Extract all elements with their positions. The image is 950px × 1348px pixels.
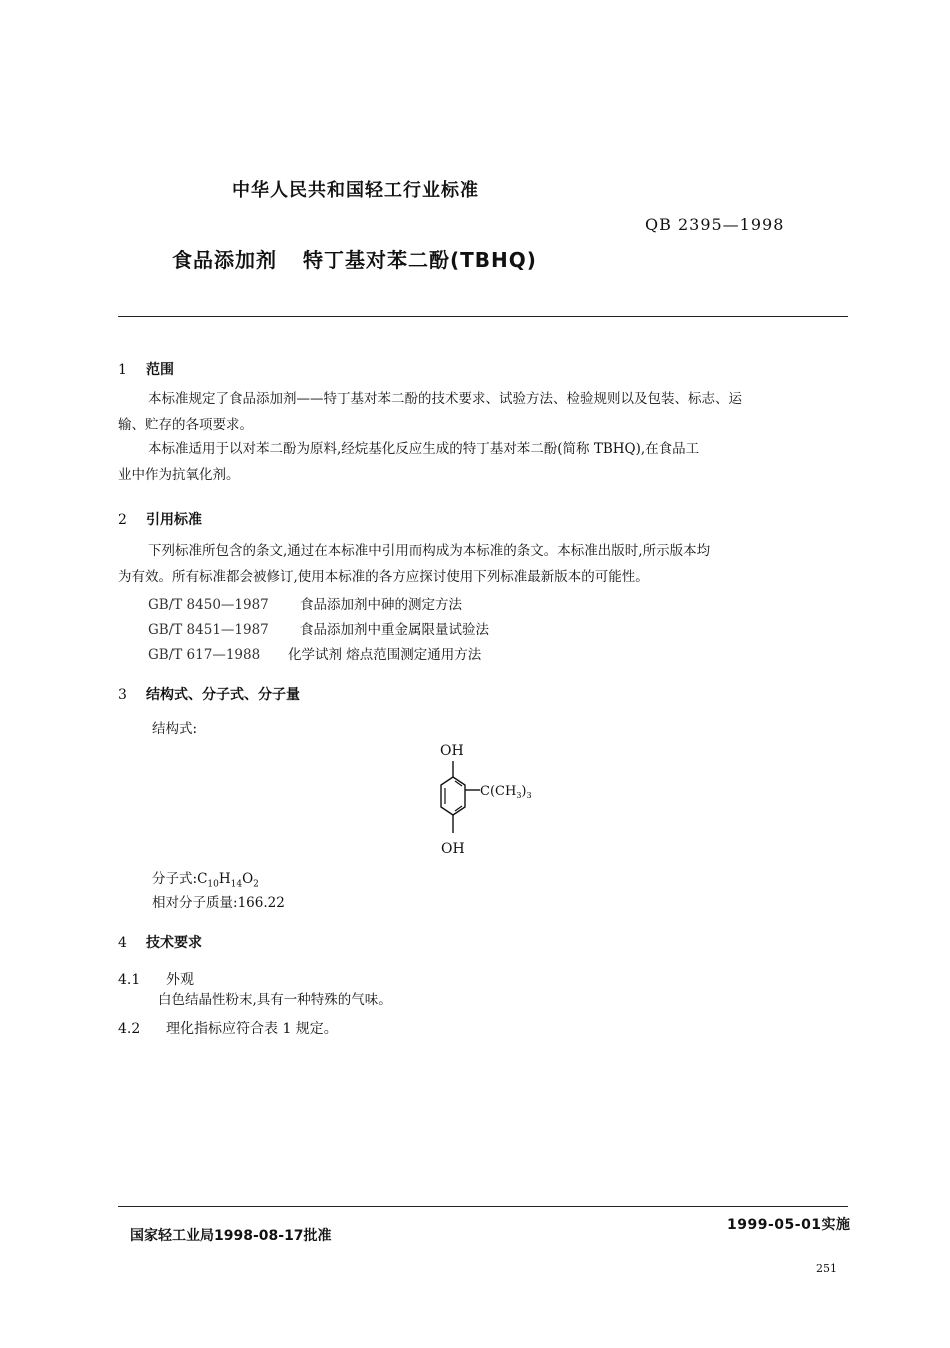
mass-value: 166.22 <box>237 895 285 911</box>
section-title: 结构式、分子式、分子量 <box>146 687 300 703</box>
s2-paragraph-line-1: 下列标准所包含的条文,通过在本标准中引用而构成为本标准的条文。本标准出版时,所示版本均 <box>148 543 711 559</box>
tbhq-structure-diagram <box>410 735 560 865</box>
s1-paragraph-1-line-2: 输、贮存的各项要求。 <box>118 417 253 433</box>
section-4-heading <box>118 932 202 952</box>
oh-bottom-label: OH <box>441 841 465 857</box>
formula-element: H <box>218 871 231 887</box>
section-number: 3 <box>118 687 127 703</box>
substituent-label: $C(CH_3)_3$ <box>480 784 532 800</box>
standard-title: 中华人民共和国轻工行业标准 <box>232 180 479 201</box>
section-title: 引用标准 <box>146 512 202 528</box>
reference-item <box>148 643 481 663</box>
formula-element: C <box>197 871 208 887</box>
subsection-number: 4.1 <box>118 972 141 988</box>
title-part-2: 特丁基对苯二酚(TBHQ) <box>303 248 537 272</box>
formula-label: 分子式: <box>152 871 198 887</box>
reference-code: GB/T 8451—1987 <box>148 622 269 638</box>
section-number: 4 <box>118 935 127 951</box>
s1-paragraph-2-line-1: 本标准适用于以对苯二酚为原料,经烷基化反应生成的特丁基对苯二酚(简称 TBHQ),在食品工 <box>148 441 700 457</box>
formula-subscript: 10 <box>207 879 219 890</box>
subsection-4-1-heading <box>118 969 194 989</box>
reference-name: 食品添加剂中重金属限量试验法 <box>300 622 489 638</box>
subsection-number: 4.2 <box>118 1021 141 1037</box>
molecular-mass <box>152 890 285 916</box>
reference-name: 食品添加剂中砷的测定方法 <box>300 597 462 613</box>
subsection-title: 外观 <box>166 972 194 988</box>
formula-element: O <box>242 871 254 887</box>
s1-paragraph-2-line-2: 业中作为抗氧化剂。 <box>118 467 240 483</box>
section-title: 范围 <box>146 362 174 378</box>
oh-top-label: OH <box>440 743 464 759</box>
appearance-text: 白色结晶性粉末,具有一种特殊的气味。 <box>158 992 392 1008</box>
subsection-text: 理化指标应符合表 1 规定。 <box>166 1021 338 1037</box>
s2-paragraph-line-2: 为有效。所有标准都会被修订,使用本标准的各方应探讨使用下列标准最新版本的可能性。 <box>118 569 649 585</box>
formula-subscript: 2 <box>253 879 259 890</box>
section-3-heading <box>118 684 300 704</box>
formula-subscript: 14 <box>230 879 243 890</box>
implementation-date: 1999-05-01实施 <box>727 1217 851 1233</box>
document-title <box>172 244 537 273</box>
section-2-heading <box>118 509 202 529</box>
title-part-1: 食品添加剂 <box>172 248 277 272</box>
reference-item <box>148 593 462 613</box>
footer-divider <box>118 1206 848 1207</box>
standard-code: QB 2395—1998 <box>645 215 785 234</box>
s1-paragraph-1-line-1: 本标准规定了食品添加剂——特丁基对苯二酚的技术要求、试验方法、检验规则以及包装、标志、运 <box>148 391 742 407</box>
reference-code: GB/T 8450—1987 <box>148 597 269 613</box>
page-number: 251 <box>816 1262 837 1275</box>
section-title: 技术要求 <box>146 935 202 951</box>
section-1-heading <box>118 359 174 379</box>
header-divider <box>118 316 848 317</box>
subsection-4-2 <box>118 1018 338 1038</box>
reference-code: GB/T 617—1988 <box>148 647 261 663</box>
structure-label: 结构式: <box>152 721 198 737</box>
mass-label: 相对分子质量: <box>152 895 238 911</box>
approval-info: 国家轻工业局1998-08-17批准 <box>130 1228 332 1244</box>
reference-name: 化学试剂 熔点范围测定通用方法 <box>288 647 482 663</box>
reference-item <box>148 618 489 638</box>
section-number: 2 <box>118 512 127 528</box>
section-number: 1 <box>118 362 127 378</box>
